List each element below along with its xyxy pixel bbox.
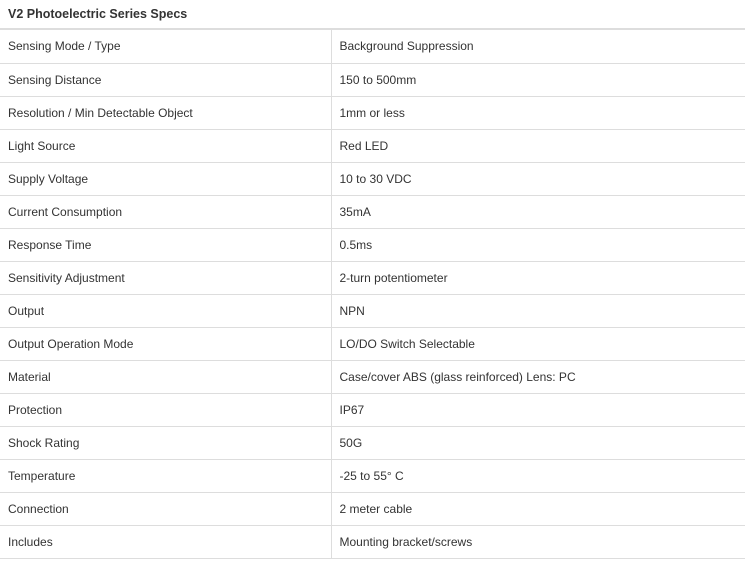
spec-value: Background Suppression	[331, 30, 745, 63]
spec-label: Supply Voltage	[0, 162, 331, 195]
spec-value: NPN	[331, 294, 745, 327]
spec-value: Red LED	[331, 129, 745, 162]
spec-label: Light Source	[0, 129, 331, 162]
table-row	[0, 327, 745, 360]
specs-table-body	[0, 30, 745, 558]
table-row	[0, 459, 745, 492]
spec-value: 0.5ms	[331, 228, 745, 261]
spec-value: 2-turn potentiometer	[331, 261, 745, 294]
spec-label: Current Consumption	[0, 195, 331, 228]
table-row	[0, 525, 745, 558]
spec-value: 2 meter cable	[331, 492, 745, 525]
spec-label: Shock Rating	[0, 426, 331, 459]
table-row	[0, 294, 745, 327]
spec-label: Protection	[0, 393, 331, 426]
table-row	[0, 492, 745, 525]
spec-value: 1mm or less	[331, 96, 745, 129]
spec-label: Temperature	[0, 459, 331, 492]
specs-table	[0, 30, 745, 559]
table-row	[0, 30, 745, 63]
spec-label: Resolution / Min Detectable Object	[0, 96, 331, 129]
table-row	[0, 63, 745, 96]
table-row	[0, 393, 745, 426]
spec-label: Includes	[0, 525, 331, 558]
spec-label: Connection	[0, 492, 331, 525]
spec-label: Sensing Mode / Type	[0, 30, 331, 63]
spec-value: IP67	[331, 393, 745, 426]
spec-label: Sensing Distance	[0, 63, 331, 96]
spec-value: Mounting bracket/screws	[331, 525, 745, 558]
spec-value: 10 to 30 VDC	[331, 162, 745, 195]
table-row	[0, 96, 745, 129]
spec-value: 35mA	[331, 195, 745, 228]
spec-label: Material	[0, 360, 331, 393]
table-row	[0, 261, 745, 294]
table-row	[0, 129, 745, 162]
table-row	[0, 162, 745, 195]
spec-label: Output Operation Mode	[0, 327, 331, 360]
table-row	[0, 426, 745, 459]
spec-value: -25 to 55° C	[331, 459, 745, 492]
spec-label: Sensitivity Adjustment	[0, 261, 331, 294]
spec-value: 50G	[331, 426, 745, 459]
spec-value: Case/cover ABS (glass reinforced) Lens: PC	[331, 360, 745, 393]
specs-title: V2 Photoelectric Series Specs	[0, 0, 745, 30]
table-row	[0, 195, 745, 228]
spec-label: Output	[0, 294, 331, 327]
table-row	[0, 360, 745, 393]
spec-label: Response Time	[0, 228, 331, 261]
table-row	[0, 228, 745, 261]
spec-value: 150 to 500mm	[331, 63, 745, 96]
spec-value: LO/DO Switch Selectable	[331, 327, 745, 360]
